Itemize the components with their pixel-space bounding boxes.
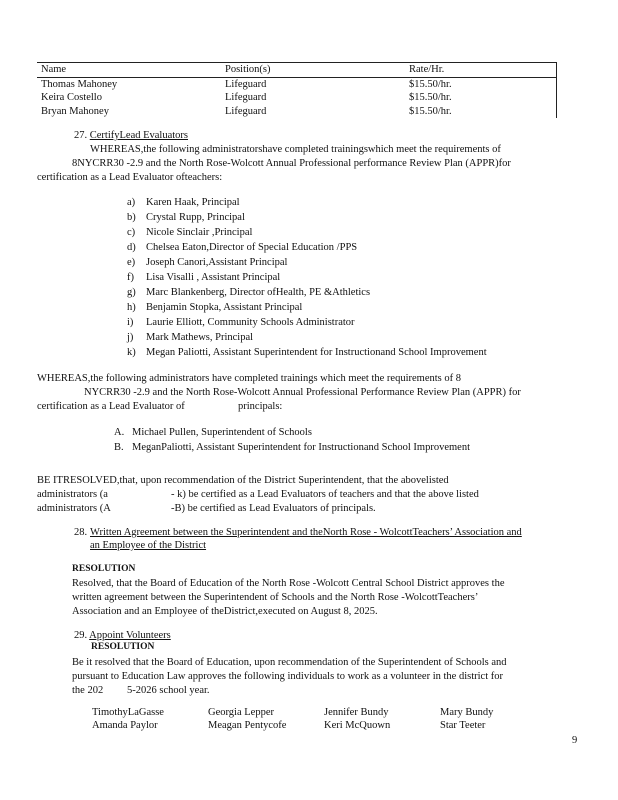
column-header-name: Name [37, 63, 221, 78]
table-cell-name: Bryan Mahoney [41, 105, 109, 117]
item-29-title: Appoint Volunteers [89, 630, 171, 641]
list-letter: A. [114, 427, 125, 438]
item-29-resolution-label: RESOLUTION [91, 642, 155, 652]
whereas-2-line-3b: principals: [238, 401, 283, 412]
table-row [37, 91, 557, 105]
list-item [127, 241, 487, 256]
table-header-row [37, 63, 557, 78]
item-28-resolution-label: RESOLUTION [72, 564, 136, 574]
list-letter: d) [127, 242, 136, 253]
table-cell-position: Lifeguard [225, 105, 267, 117]
table-row [37, 77, 557, 91]
list-text: Mark Mathews, Principal [146, 332, 254, 343]
table-cell-position: Lifeguard [225, 92, 267, 104]
list-letter: k) [127, 347, 136, 358]
volunteer-name: Meagan Pentycofe [208, 720, 287, 731]
item-29-heading [74, 629, 171, 642]
volunteer-name: TimothyLaGasse [92, 707, 164, 718]
list-text: Joseph Canori,Assistant Principal [146, 257, 288, 268]
table-cell-rate: $15.50/hr. [405, 91, 557, 105]
item-28-line-2: written agreement between the Superintendent of Schools and the North Rose -WolcottTeachers’ [72, 592, 479, 603]
item-29-line-3b: 5-2026 school year. [127, 685, 210, 696]
list-item [114, 441, 470, 456]
list-item [127, 301, 487, 316]
volunteer-name: Jennifer Bundy [324, 707, 389, 718]
item-29-line-3a: the 202 [72, 685, 104, 696]
table-cell-name: Keira Costello [41, 92, 102, 104]
list-letter: B. [114, 442, 124, 453]
table-cell-position: Lifeguard [225, 78, 267, 90]
resolved-line-3b: -B) be certified as Lead Evaluators of principals. [171, 503, 376, 514]
item-28-heading-line-2: an Employee of the District [90, 540, 207, 551]
whereas-2-line-2: NYCRR30 -2.9 and the North Rose-Wolcott Annual Professional Performance Review Plan (APPR) for [84, 387, 521, 398]
volunteer-name: Georgia Lepper [208, 707, 274, 718]
list-letter: e) [127, 257, 136, 268]
list-item [127, 286, 487, 301]
staff-rate-table [37, 62, 557, 118]
whereas-2-line-3a: certification as a Lead Evaluator of [37, 401, 185, 412]
whereas-1-line-1: WHEREAS,the following administratorshave completed trainingswhich meet the requirements of [90, 144, 501, 155]
column-header-rate: Rate/Hr. [405, 63, 557, 78]
resolved-line-1: BE ITRESOLVED,that, upon recommendation of the District Superintendent, that the abovelisted [37, 475, 449, 486]
list-letter: a) [127, 197, 136, 208]
list-text: MeganPaliotti, Assistant Superintendent for Instructionand School Improvement [132, 442, 470, 453]
list-letter: h) [127, 302, 136, 313]
item-27-number: 27. [74, 130, 88, 141]
list-text: Karen Haak, Principal [146, 197, 240, 208]
table-cell-name: Thomas Mahoney [41, 78, 118, 90]
list-text: Michael Pullen, Superintendent of Schools [132, 427, 312, 438]
list-letter: j) [127, 332, 134, 343]
list-letter: f) [127, 272, 134, 283]
list-text: Megan Paliotti, Assistant Superintendent for Instructionand School Improvement [146, 347, 487, 358]
table-row [37, 105, 557, 119]
whereas-2-line-1: WHEREAS,the following administrators have completed trainings which meet the requirements of 8 [37, 373, 461, 384]
list-item [127, 211, 487, 226]
volunteers-column-1 [92, 706, 164, 732]
list-item [127, 316, 487, 331]
list-text: Nicole Sinclair ,Principal [146, 227, 253, 238]
volunteer-name: Mary Bundy [440, 707, 494, 718]
table-cell-rate: $15.50/hr. [405, 105, 557, 119]
list-letter: g) [127, 287, 136, 298]
volunteer-name: Amanda Paylor [92, 720, 158, 731]
list-text: Laurie Elliott, Community Schools Administrator [146, 317, 355, 328]
lead-evaluators-teachers-list [127, 196, 487, 361]
list-item [127, 346, 487, 361]
list-item [114, 426, 470, 441]
list-item [127, 331, 487, 346]
list-text: Crystal Rupp, Principal [146, 212, 245, 223]
item-29-line-2: pursuant to Education Law approves the following individuals to work as a volunteer in the district for [72, 671, 503, 682]
list-text: Marc Blankenberg, Director ofHealth, PE &Athletics [146, 287, 371, 298]
list-item [127, 196, 487, 211]
item-28-line-3: Association and an Employee of theDistrict,executed on August 8, 2025. [72, 606, 378, 617]
volunteers-column-3 [324, 706, 390, 732]
item-27-title: CertifyLead Evaluators [89, 130, 189, 141]
list-text: Benjamin Stopka, Assistant Principal [146, 302, 303, 313]
list-text: Chelsea Eaton,Director of Special Education /PPS [146, 242, 358, 253]
item-29-line-1: Be it resolved that the Board of Education, upon recommendation of the Superintendent of Schools and [72, 657, 507, 668]
column-header-position: Position(s) [221, 63, 405, 78]
resolved-line-2a: administrators (a [37, 489, 108, 500]
volunteers-column-4 [440, 706, 493, 732]
resolved-line-3a: administrators (A [37, 503, 111, 514]
page-number: 9 [572, 735, 578, 746]
list-letter: b) [127, 212, 136, 223]
item-28-line-1: Resolved, that the Board of Education of the North Rose -Wolcott Central School District approves the [72, 578, 505, 589]
list-letter: c) [127, 227, 136, 238]
table-cell-rate: $15.50/hr. [405, 77, 557, 91]
lead-evaluators-principals-list [114, 426, 470, 456]
item-28-number: 28. [74, 527, 88, 538]
list-text: Lisa Visalli , Assistant Principal [146, 272, 281, 283]
volunteer-name: Keri McQuown [324, 720, 391, 731]
list-item [127, 271, 487, 286]
item-29-number: 29. [74, 630, 88, 641]
resolved-line-2b: - k) be certified as a Lead Evaluators of teachers and that the above listed [171, 489, 479, 500]
item-27-heading [74, 129, 188, 142]
list-item [127, 256, 487, 271]
volunteers-column-2 [208, 706, 286, 732]
list-letter: i) [127, 317, 134, 328]
item-28-heading-line-1: Written Agreement between the Superintendent and theNorth Rose - WolcottTeachers’ Association and [90, 527, 522, 538]
whereas-1-line-3: certification as a Lead Evaluator ofteachers: [37, 172, 223, 183]
volunteer-name: Star Teeter [440, 720, 486, 731]
whereas-1-line-2: 8NYCRR30 -2.9 and the North Rose-Wolcott Annual Professional performance Review Plan (APPR)for [72, 158, 511, 169]
list-item [127, 226, 487, 241]
